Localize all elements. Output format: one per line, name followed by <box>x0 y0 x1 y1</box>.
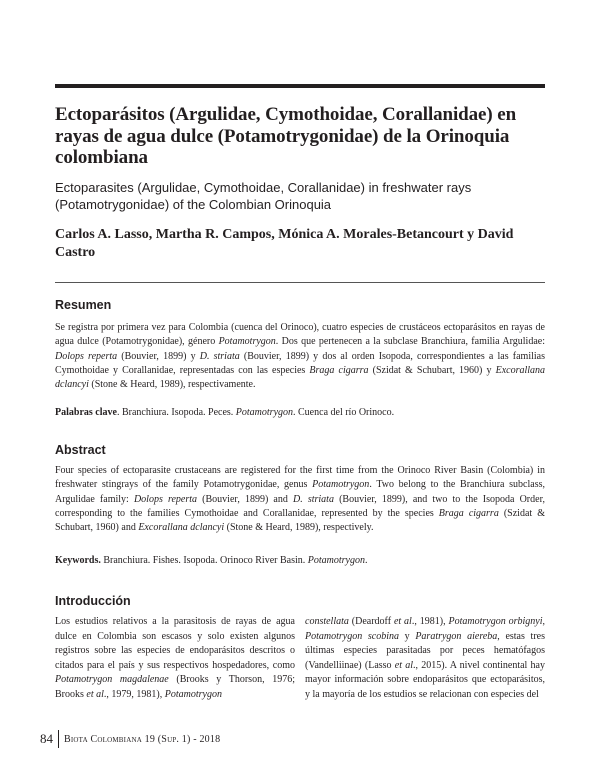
palabras-clave: Palabras clave. Branchiura. Isopoda. Peces. Potamotrygon. Cuenca del río Orinoco. <box>55 407 395 418</box>
resumen-heading: Resumen <box>55 298 112 312</box>
footer-divider <box>58 730 59 748</box>
page-footer <box>40 730 220 748</box>
author-list: Carlos A. Lasso, Martha R. Campos, Mónica A. Morales-Betancourt y David Castro <box>55 227 514 260</box>
resumen-text: Se registra por primera vez para Colombia (cuenca del Orinoco), cuatro especies de crustáceos ectoparásitos en rayas de agua dulce (Potamotrygonidae), género Potamotrygon. Dos que pertenecen a la subclase Branchiura, familia Argulidae: Dolops reperta (Bouvier, 1899) y D. striata (Bouvier, 1899) y dos al orden Isopoda, correspondientes a las familias Cymothoidae y Corallanidae, representadas con las especies Braga cigarra (Szidat & Schubart, 1960) y Excorallana dclancyi (Stone & Heard, 1989), respectivamente. <box>55 322 546 391</box>
abstract-text: Four species of ectoparasite crustaceans are registered for the first time from the Orinoco River Basin (Colombia) in freshwater stingrays of the family Potamotrygonidae, genus Potamotrygon. Two belong to the Branchiura subclass, Argulidae family: Dolops reperta (Bouvier, 1899) and D. striata (Bouvier, 1899), and two to the Isopoda Order, corresponding to the families Cymothoidae and Corallanidae, represented by the species Braga cigarra (Szidat & Schubart, 1960) and Excorallana dclancyi (Stone & Heard, 1989), respectively. <box>55 465 545 534</box>
intro-left-column: Los estudios relativos a la parasitosis de rayas de agua dulce en Colombia son escasos y solo existen algunos registros sobre las especies de endoparásitos descritos o citados para el país y sus respectivos hospedadores, como Potamotrygon magdalenae (Brooks y Thorson, 1976; Brooks et al., 1979, 1981), Potamotrygon <box>55 616 295 700</box>
page-number: 84 <box>40 731 53 746</box>
intro-right-column: constellata (Deardoff et al., 1981), Potamotrygon orbignyi, Potamotrygon scobina y Paratrygon aiereba, estas tres últimas especies parasitadas por peces hematófagos (Vandelliinae) (Lasso et al., 2015). A nivel continental hay mayor información sobre endoparásitos que ectoparásitos, y la mayoría de los estudios se relacionan con especies del <box>305 616 545 700</box>
journal-citation: Biota Colombiana 19 (Sup. 1) - 2018 <box>64 733 221 745</box>
section-divider <box>55 282 545 283</box>
keywords: Keywords. Branchiura. Fishes. Isopoda. Orinoco River Basin. Potamotrygon. <box>55 555 368 566</box>
abstract-heading: Abstract <box>55 443 106 457</box>
article-title: Ectoparásitos (Argulidae, Cymothoidae, Corallanidae) en rayas de agua dulce (Potamotrygonidae) de la Orinoquia colombiana <box>55 104 517 168</box>
article-subtitle: Ectoparasites (Argulidae, Cymothoidae, Corallanidae) in freshwater rays (Potamotrygonidae) of the Colombian Orinoquia <box>55 180 472 212</box>
top-rule <box>55 84 545 88</box>
introduccion-heading: Introducción <box>55 594 131 608</box>
